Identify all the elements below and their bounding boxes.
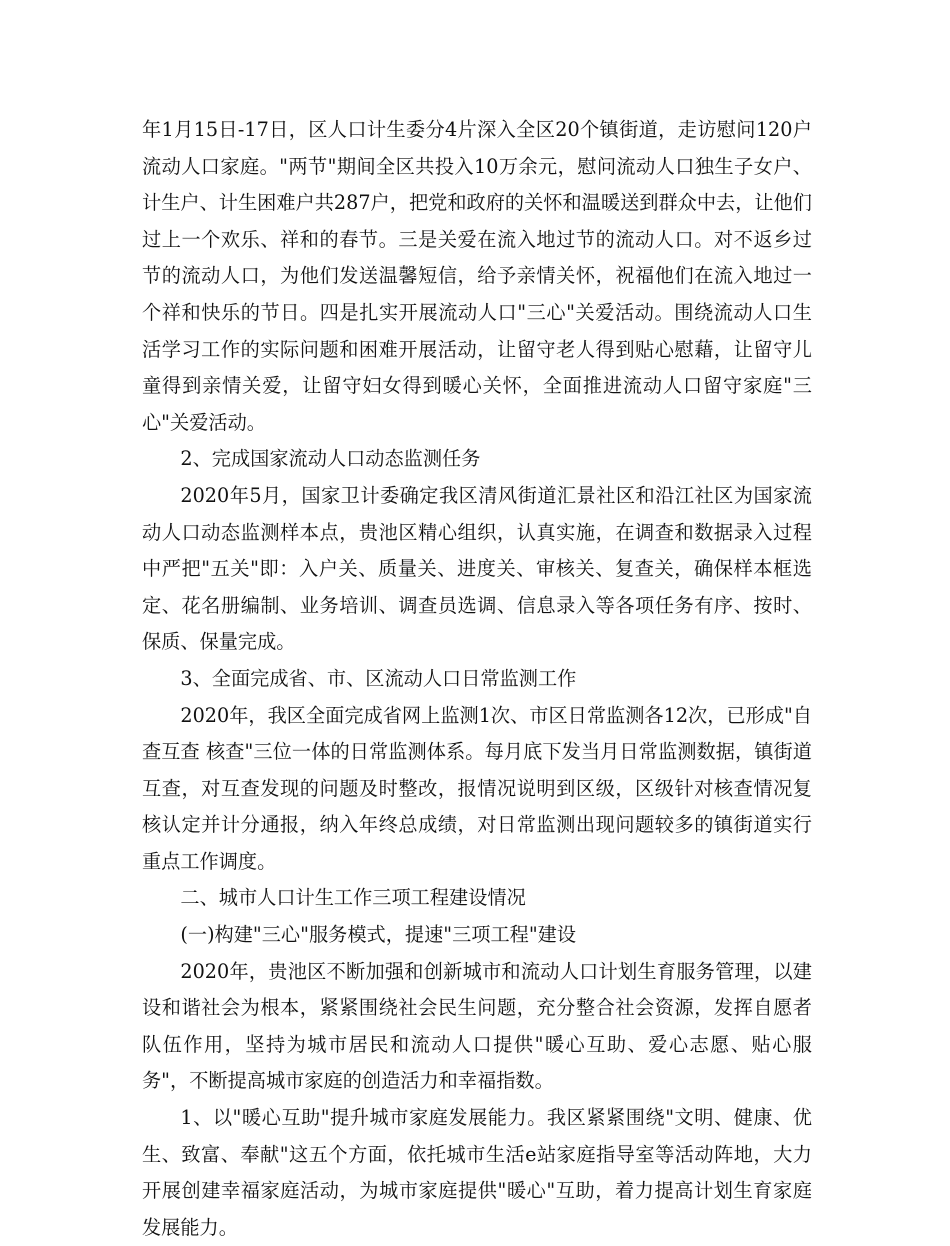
paragraph-service-mode: 2020年，贵池区不断加强和创新城市和流动人口计划生育服务管理，以建设和谐社会为根本，紧紧围绕社会民生问题，充分整合社会资源，发挥自愿者队伍作用，坚持为城市居民和流动人口提供"暖心互助、爱心志愿、贴心服务"，不断提高城市家庭的创造活力和幸福指数。 bbox=[142, 959, 812, 1093]
paragraph-visit-activities: 年1月15日-17日，区人口计生委分4片深入全区20个镇街道，走访慰问120户流动人口家庭。"两节"期间全区共投入10万余元，慰问流动人口独生子女户、计生户、计生困难户共287户，把党和政府的关怀和温暖送到群众中去，让他们过上一个欢乐、祥和的春节。三是关爱在流入地过节的流动人口。对不返乡过节的流动人口，为他们发送温馨短信，给予亲情关怀，祝福他们在流入地过一个祥和快乐的节日。四是扎实开展流动人口"三心"关爱活动。围绕流动人口生活学习工作的实际问题和困难开展活动，让留守老人得到贴心慰藉，让留守儿童得到亲情关爱，让留守妇女得到暖心关怀，全面推进流动人口留守家庭"三心"关爱活动。 bbox=[142, 118, 812, 434]
paragraph-warm-mutual-aid: 1、以"暖心互助"提升城市家庭发展能力。我区紧紧围绕"文明、健康、优生、致富、奉献"这五个方面，依托城市生活e站家庭指导室等活动阵地，大力开展创建幸福家庭活动，为城市家庭提供"暖心"互助，着力提高计划生育家庭发展能力。 bbox=[142, 1106, 812, 1239]
paragraph-national-monitoring: 2020年5月，国家卫计委确定我区清风街道汇景社区和沿江社区为国家流动人口动态监测样本点，贵池区精心组织，认真实施，在调查和数据录入过程中严把"五关"即：入户关、质量关、进度关、审核关、复查关，确保样本框选定、花名册编制、业务培训、调查员选调、信息录入等各项任务有序、按时、保质、保量完成。 bbox=[142, 483, 812, 654]
heading-subsection-one: (一)构建"三心"服务模式，提速"三项工程"建设 bbox=[180, 923, 577, 947]
heading-daily-monitoring: 3、全面完成省、市、区流动人口日常监测工作 bbox=[180, 666, 577, 690]
heading-section-two: 二、城市人口计生工作三项工程建设情况 bbox=[180, 886, 526, 910]
paragraph-daily-monitoring: 2020年，我区全面完成省网上监测1次、市区日常监测各12次，已形成"自查互查 核查"三位一体的日常监测体系。每月底下发当月日常监测数据，镇街道互查，对互查发现的问题及时整改，报情况说明到区级，区级针对核查情况复核认定并计分通报，纳入年终总成绩，对日常监测出现问题较多的镇街道实行重点工作调度。 bbox=[142, 703, 812, 873]
heading-national-monitoring: 2、完成国家流动人口动态监测任务 bbox=[180, 447, 481, 471]
document-body bbox=[142, 112, 812, 1246]
